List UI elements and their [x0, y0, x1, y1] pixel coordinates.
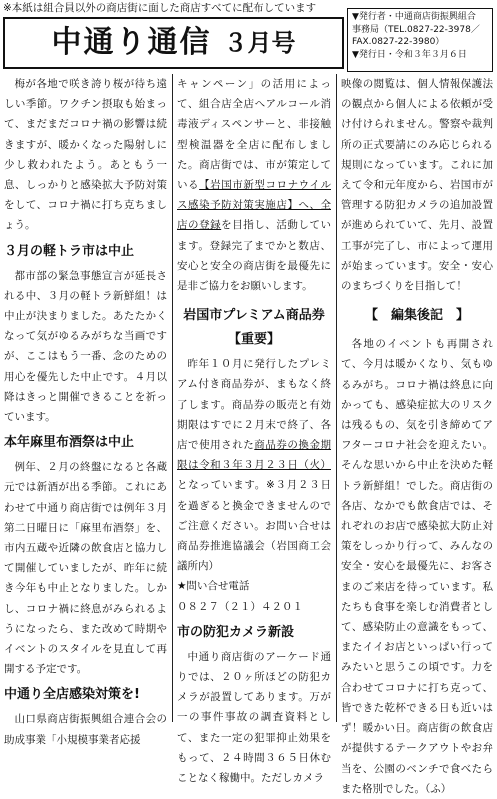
column-1 — [4, 74, 167, 746]
sake-festival-paragraph: 例年、２月の終盤になると各蔵元では新酒が出る季節。これにあわせて中通り商店街では例年３月第二日曜日に「麻里布酒祭」を、市内五蔵や近隣の飲食店と協力して開催していましたが、昨年に続き今年も中止となりました。しかし、コロナ禍に終息がみられるようになったら、また改めて時期やイベントのスタイルを見直して再開する予定です。 — [4, 461, 167, 676]
publisher-box — [347, 8, 493, 72]
newsletter-title: 中通り通信 — [51, 25, 212, 60]
kei-tora-paragraph: 都市部の緊急事態宣言が延長される中、３月の軽トラ新鮮組！は中止が決まりました。あたたかくなって気がゆるみがちな当画ですが、ここはもう一番、念のための用心を優先した中止です。４月以降はきっと開催できることを祈っています。 — [4, 269, 167, 424]
publisher-line: 事務局（TEL.0827-22-3978／ — [352, 24, 480, 35]
heading-kei-tora: ３月の軽トラ市は中止 — [4, 243, 135, 259]
heading-infection-control: 中通り全店感染対策を! — [4, 687, 140, 703]
campaign-underlined: 【岩国市新型コロナウイルス感染予防対策実施店】へ、全店の登録 — [177, 179, 331, 232]
issue-label: ３月号 — [223, 29, 296, 57]
heading-premium-voucher: 岩国市プレミアム商品券 — [183, 308, 325, 324]
heading-security-camera: 市の防犯カメラ新設 — [177, 624, 295, 640]
publisher-line: ▼発行日・令和３年３月６日 — [352, 49, 467, 60]
heading-sake-festival: 本年麻里布酒祭は中止 — [4, 435, 135, 451]
heading-editors-note: 【 編集後記 】 — [364, 308, 469, 324]
camera-paragraph: 中通り商店街のアーケード通りでは、２０ヶ所ほどの防犯カメラが設置してあります。万が一の事件事故の調査資料として、また一定の犯罪抑止効果をもって、２４時間３６５日休むことなく稼働中。ただしカメラ — [177, 650, 331, 785]
heading-important: 【重要】 — [227, 332, 280, 348]
voucher-paragraph — [177, 354, 331, 576]
infection-control-paragraph: 山口県商店街振興組合連合会の助成事業「小規模事業者応援 — [4, 713, 167, 746]
publisher-line: ▼発行者・中通商店街振興組合 — [352, 12, 476, 22]
campaign-text-end: を目指し、活動しています。登録完了までかと数店、安心と安全の商店街を最優先に是非ご協力をお願いします。 — [177, 219, 332, 293]
campaign-text: キャンペーン」の活用によって、組合店全店へアルコール消毒液ディスペンサーと、非接触型検温器を全店に配布しました。商店街では、市が策定している — [177, 78, 331, 192]
contact-phone: ０８２７（２１）４２０１ — [177, 600, 303, 613]
column-2 — [177, 74, 332, 785]
camera-continued-paragraph: 映像の閲覧は、個人情報保護法の観点から個人による依頼が受け付けられません。警察や裁判所の正式要請にのみ応じられる規則になっています。これに加えて令和元年度から、岩国市が管理する防犯カメラの追加設置が進められていて、先月、設置工事が完了し、市によって運用が始まっています。安全・安心のまちづくりを目指して！ — [341, 78, 493, 293]
distribution-notice: ※本紙は組合員以外の商店街に面した商店すべてに配布しています — [3, 2, 317, 14]
column-divider — [172, 74, 173, 722]
voucher-deadline: 商品券の換金期限は令和３年３月２３日（火） — [177, 439, 332, 472]
column-3 — [341, 74, 493, 795]
contact-label: ★問い合せ電話 — [177, 580, 250, 593]
voucher-text: 昨年１０月に発行したプレミアム付き商品券が、まもなく終了します。商品券の販売と有効期限はすでに２月末で終了、各店で使用された — [177, 358, 331, 452]
campaign-paragraph — [177, 74, 331, 296]
masthead — [3, 17, 344, 69]
intro-paragraph: 梅が各地で咲き誇り桜が待ち遠しい季節。ワクチン摂取も始まって、まだまだコロナ禍の影響は続きますが、暖かくなった陽射しに少し救われたよう。あともう一息、しっかりと感染拡大予防対策をして、コロナ禍に打ち克ちましょう。 — [4, 78, 167, 232]
voucher-text-end: となっています。※３月２３日を過ぎると換金できませんのでご注意ください。お問い合せは商品券推進協議会（岩国商工会議所内） — [177, 479, 331, 573]
editors-note-paragraph: 各地のイベントも再開されて、今月は暖かくなり、気もゆるみがち。コロナ禍は終息に向かっても、感染症拡大のリスクは残るもの、気を引き締めてアフターコロナ社会を迎えたい。そんな思いから中止を決めた軽トラ新鮮組！でした。商店街の各店、なかでも飲食店では、それぞれのお店で感染拡大防止対策をしっかり行って、みんなの安全・安心を最優先に、お客さまのご来店を待っています。私たちも食事を楽しむ消費者として、感染防止の意識をもって、またイイお店といっぱい行ってみたいと思うこの頃です。力を合わせてコロナに打ち克って、皆できた乾杯できる日も近いはず！暖かい日。商店街の飲食店が提供するテークアウトやお弁当を、公園のベンチで食べたらまた格別でした。（ふ） — [341, 338, 493, 795]
publisher-line: FAX.0827-22-3980） — [352, 37, 445, 47]
column-divider — [336, 74, 337, 722]
